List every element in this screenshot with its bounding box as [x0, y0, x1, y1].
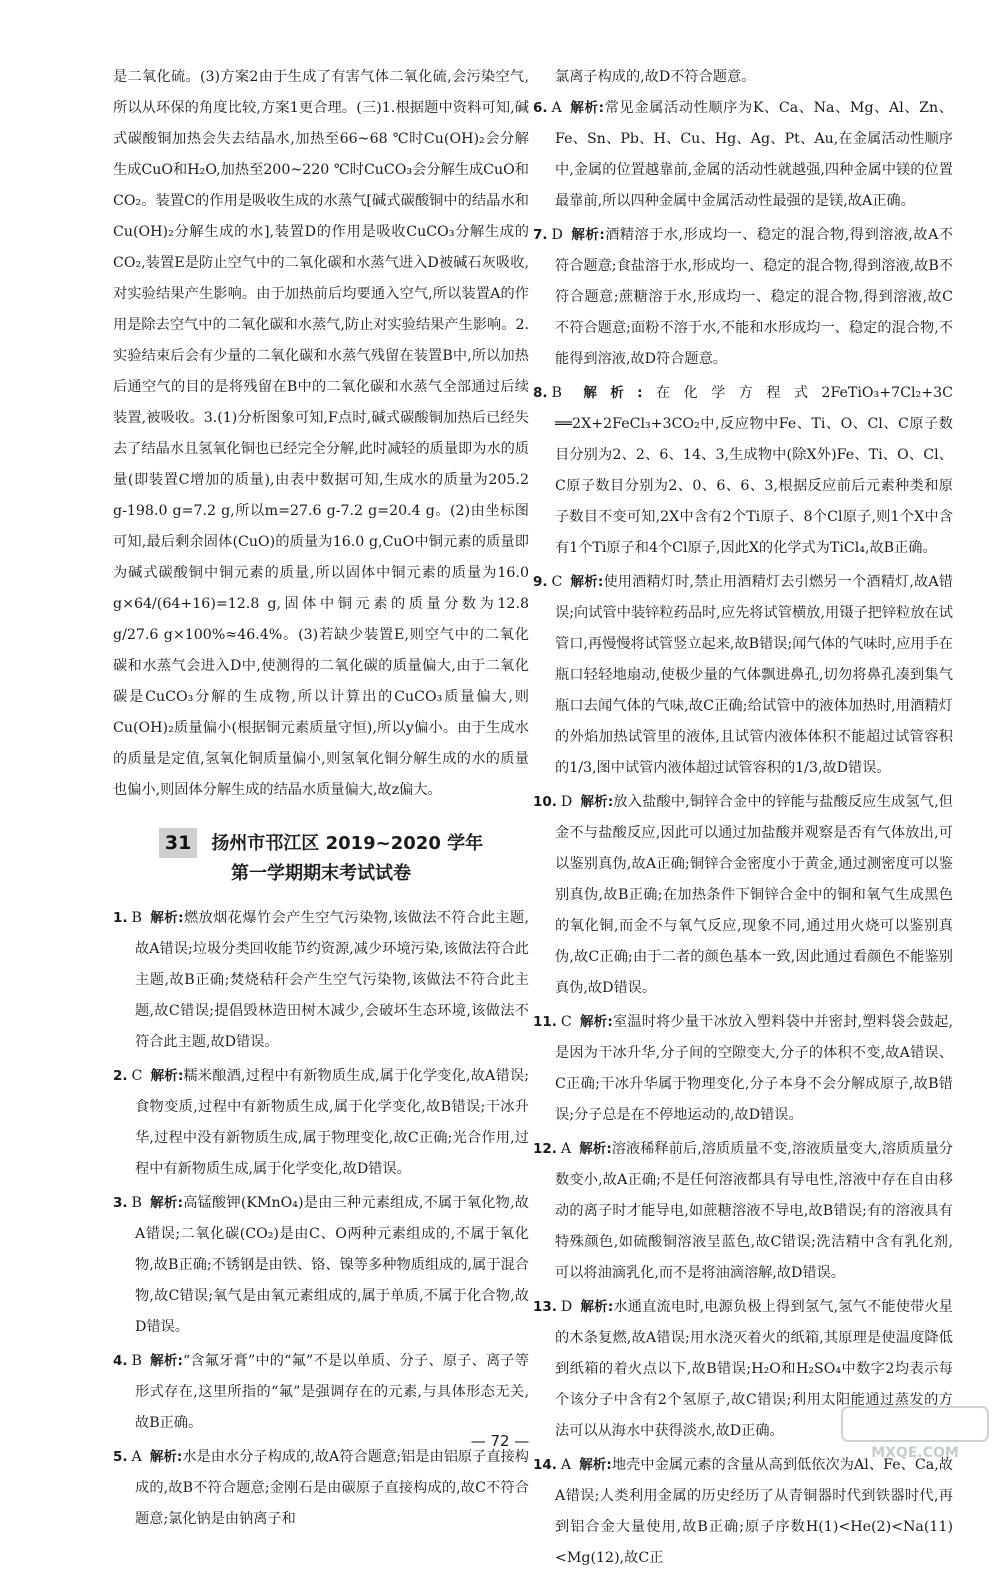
answer-item — [113, 1188, 529, 1343]
item-explanation: 放入盐酸中,铜锌合金中的锌能与盐酸反应生成氢气,但金不与盐酸反应,因此可以通过加盐酸并观察是否有气体放出,可以鉴别真伪,故A正确;铜锌合金密度小于黄金,通过测密度可以鉴别真伪,故B正确;在加热条件下铜锌合金中的铜和氧气生成黑色的氧化铜,而金不与氧气反应,现象不同,通过用火烧可以鉴别真伪,故C正确;由于二者的颜色基本一致,因此通过看颜色不能鉴别真伪,故D错误。 — [555, 794, 953, 996]
item-answer: C — [560, 1014, 572, 1030]
item-explanation: 燃放烟花爆竹会产生空气污染物,该做法不符合此主题,故A错误;垃圾分类回收能节约资源,减少环境污染,该做法符合此主题,故B正确;焚烧秸秆会产生空气污染物,该做法不符合此主题,故C错误;提倡毁林造田树木减少,会破坏生态环境,该做法不符合此主题,故D错误。 — [135, 910, 529, 1050]
watermark-logo — [840, 1405, 990, 1463]
intro-paragraph: 是二氧化硫。(3)方案2由于生成了有害气体二氧化硫,会污染空气,所以从环保的角度比较,方案1更合理。(三)1.根据题中资料可知,碱式碳酸铜加热会失去结晶水,加热至66~68 ℃时Cu(OH)₂会分解生成CuO和H₂O,加热至200~220 ℃时CuCO₃会分解生成CuO和CO₂。装置C的作用是吸收生成的水蒸气[碱式碳酸铜中的结晶水和Cu(OH)₂分解生成的水],装置D的作用是吸收CuCO₃分解生成的CO₂,装置E是防止空气中的二氧化碳和水蒸气进入D被碱石灰吸收,对实验结果产生影响。由于加热前后均要通入空气,所以装置A的作用是除去空气中的二氧化碳和水蒸气,防止对实验结果产生影响。2.实验结束后会有少量的二氧化碳和水蒸气残留在装置B中,所以加热后通空气的目的是将残留在B中的二氧化碳和水蒸气全部通过后续装置,被吸收。3.(1)分析图象可知,F点时,碱式碳酸铜加热后已经失去了结晶水且氢氧化铜也已经完全分解,此时减轻的质量即为水的质量(即装置C增加的质量),由表中数据可知,生成水的质量为205.2 g-198.0 g=7.2 g,所以m=27.6 g-7.2 g=20.4 g。(2)由坐标图可知,最后剩余固体(CuO)的质量为16.0 g,CuO中铜元素的质量即为碱式碳酸铜中铜元素的质量,所以固体中铜元素的质量为16.0 g×64/(64+16)=12.8 g,固体中铜元素的质量分数为12.8 g/27.6 g×100%≈46.4%。(3)若缺少装置E,则空气中的二氧化碳和水蒸气会进入D中,使测得的二氧化碳的质量偏大,由于二氧化碳是CuCO₃分解的生成物,所以计算出的CuCO₃质量偏大,则Cu(OH)₂质量偏小(根据铜元素质量守恒),所以y偏小。由于生成水的质量是定值,氢氧化铜质量偏小,则氢氧化铜分解生成的水的质量也偏小,则固体分解生成的结晶水质量偏大,故z偏大。 — [113, 69, 529, 798]
item-answer: A — [560, 1141, 572, 1157]
item-explanation: 常见金属活动性顺序为K、Ca、Na、Mg、Al、Zn、Fe、Sn、Pb、H、Cu、Hg、Ag、Pt、Au,在金属活动性顺序中,金属的位置越靠前,金属的活动性就越强,四种金属中镁的位置最靠前,所以四种金属中金属活动性最强的是镁,故A正确。 — [555, 100, 953, 209]
item-answer: D — [560, 1299, 573, 1315]
item-answer: A — [551, 100, 562, 116]
item-explanation: 在化学方程式2FeTiO₃+7Cl₂+3C ══2X+2FeCl₃+3CO₂中,反应物中Fe、Ti、O、Cl、C原子数目分别为2、2、6、14、3,生成物中(除X外)Fe、Ti、O、Cl、C原子数目分别为2、0、6、6、3,根据反应前后元素种类和原子数目不变可知,2X中含有2个Ti原子、8个Cl原子,则1个X中含有1个Ti原子和4个Cl原子,因此X的化学式为TiCl₄,故B正确。 — [555, 385, 953, 556]
item-answer: D — [560, 794, 573, 810]
item-number: 8. — [533, 385, 548, 401]
item-explanation: 溶液稀释前后,溶质质量不变,溶液质量变大,溶质质量分数变小,故A正确;不是任何溶液都具有导电性,溶液中存在自由移动的离子时才能导电,如蔗糖溶液不导电,故B错误;有的溶液具有特殊颜色,如硫酸铜溶液呈蓝色,故C错误;洗洁精中含有乳化剂,可以将油滴乳化,而不是将油滴溶解,故D错误。 — [555, 1141, 953, 1281]
answer-item — [113, 1061, 529, 1185]
section-title-line-1: 扬州市邗江区 2019~2020 学年 — [211, 833, 484, 854]
item-number: 3. — [113, 1195, 128, 1211]
answer-item — [113, 1346, 529, 1439]
answer-item — [533, 787, 953, 1004]
answer-item — [113, 1442, 529, 1535]
item-explanation: 地壳中金属元素的含量从高到低依次为Al、Fe、Ca,故A错误;人类利用金属的历史经历了从青铜器时代到铁器时代,再到铝合金大量使用,故B正确;原子序数H(1)<He(2)<Na(11)<Mg(12),故C正 — [555, 1457, 953, 1566]
item-analysis-label: 解析: — [150, 1068, 184, 1084]
item-analysis-label: 解析: — [580, 1299, 614, 1315]
item-number: 9. — [533, 574, 548, 590]
item-analysis-label: 解析: — [569, 100, 605, 116]
item-answer: A — [131, 1449, 142, 1465]
item-answer: C — [551, 574, 563, 590]
item-number: 11. — [533, 1014, 557, 1030]
carry-over-text: 氯离子构成的,故D不符合题意。 — [555, 69, 756, 85]
section-number-badge: 31 — [159, 828, 197, 858]
item-analysis-label: 解析: — [579, 1457, 612, 1473]
item-answer: B — [551, 385, 562, 401]
item-answer: A — [560, 1457, 572, 1473]
item-number: 6. — [533, 100, 548, 116]
right-column — [533, 62, 953, 1577]
item-answer: C — [131, 1068, 143, 1084]
item-analysis-label: 解析: — [149, 1353, 183, 1369]
item-explanation: 室温时将少量干冰放入塑料袋中并密封,塑料袋会鼓起,是因为干冰升华,分子间的空隙变大,分子的体积不变,故A错误、C正确;干冰升华属于物理变化,分子本身不会分解成原子,故B错误;分子总是在不停地运动的,故D错误。 — [555, 1014, 953, 1123]
item-number: 4. — [113, 1353, 128, 1369]
item-analysis-label: 解析: — [149, 910, 184, 926]
page-number: — 72 — — [470, 1432, 530, 1450]
item-explanation: “含氟牙膏”中的“氟”不是以单质、分子、原子、离子等形式存在,这里所指的“氟”是强调存在的元素,与具体形态无关,故B正确。 — [135, 1353, 530, 1431]
item-explanation: 糯米酿酒,过程中有新物质生成,属于化学变化,故A错误;食物变质,过程中有新物质生成,属于化学变化,故B错误;干冰升华,过程中没有新物质生成,属于物理变化,故C正确;光合作用,过程中有新物质生成,属于化学变化,故D错误。 — [135, 1068, 529, 1177]
item-number: 14. — [533, 1457, 557, 1473]
item-analysis-label: 解析: — [570, 227, 605, 243]
item-explanation: 高锰酸钾(KMnO₄)是由三种元素组成,不属于氧化物,故A错误;二氧化碳(CO₂)是由C、O两种元素组成的,不属于氧化物,故B正确;不锈钢是由铁、铬、镍等多种物质组成的,属于混合物,故C错误;氧气是由氧元素组成的,属于单质,不属于化合物,故D错误。 — [135, 1195, 529, 1335]
item-number: 5. — [113, 1449, 128, 1465]
section-title-line-2: 第一学期期末考试试卷 — [231, 863, 411, 884]
answer-item — [533, 567, 953, 784]
right-answer-list — [533, 93, 953, 1574]
item-explanation: 水是由水分子构成的,故A符合题意;铝是由铝原子直接构成的,故B不符合题意;金刚石是由碳原子直接构成的,故C不符合题意;氯化钠是由钠离子和 — [135, 1449, 529, 1527]
item-analysis-label: 解析: — [149, 1195, 184, 1211]
item-number: 1. — [113, 910, 128, 926]
answer-item — [533, 1450, 953, 1574]
watermark-text: MXQE.COM — [871, 1445, 959, 1461]
item-answer: B — [131, 1195, 142, 1211]
answer-item — [533, 378, 953, 564]
item-analysis-label: 解析: — [570, 574, 604, 590]
left-column — [113, 62, 529, 1538]
item-number: 2. — [113, 1068, 128, 1084]
answer-item — [113, 903, 529, 1058]
item-analysis-label: 解析: — [149, 1449, 183, 1465]
answer-item — [533, 220, 953, 375]
item-answer: B — [131, 910, 142, 926]
section-heading — [113, 828, 529, 889]
answer-item — [533, 93, 953, 217]
item-number: 7. — [533, 227, 548, 243]
item-number: 10. — [533, 794, 557, 810]
item-explanation: 水通直流电时,电源负极上得到氢气,氢气不能使带火星的木条复燃,故A错误;用水浇灭着火的纸箱,其原理是使温度降低到纸箱的着火点以下,故B错误;H₂O和H₂SO₄中数字2均表示每个该分子中含有2个氢原子,故C错误;利用太阳能通过蒸发的方法可以从海水中获得淡水,故D正确。 — [555, 1299, 953, 1439]
item-answer: B — [131, 1353, 142, 1369]
item-analysis-label: 解析: — [579, 1014, 613, 1030]
item-number: 12. — [533, 1141, 557, 1157]
item-explanation: 使用酒精灯时,禁止用酒精灯去引燃另一个酒精灯,故A错误;向试管中装锌粒药品时,应先将试管横放,用镊子把锌粒放在试管口,再慢慢将试管竖立起来,故B错误;闻气体的气味时,应用手在瓶口轻轻地扇动,使极少量的气体飘进鼻孔,切勿将鼻孔凑到集气瓶口去闻气体的气味,故C正确;给试管中的液体加热时,用酒精灯的外焰加热试管里的液体,且试管内液体体积不能超过试管容积的1/3,图中试管内液体超过试管容积的1/3,故D错误。 — [555, 574, 953, 776]
answer-item — [533, 1007, 953, 1131]
item-analysis-label: 解析: — [579, 1141, 612, 1157]
answer-item — [533, 1134, 953, 1289]
item-number: 13. — [533, 1299, 557, 1315]
item-analysis-label: 解析: — [569, 385, 643, 401]
item-explanation: 酒精溶于水,形成均一、稳定的混合物,得到溶液,故A不符合题意;食盐溶于水,形成均一、稳定的混合物,得到溶液,故B不符合题意;蔗糖溶于水,形成均一、稳定的混合物,得到溶液,故C不符合题意;面粉不溶于水,不能和水形成均一、稳定的混合物,不能得到溶液,故D符合题意。 — [555, 227, 953, 367]
item-answer: D — [551, 227, 563, 243]
item-analysis-label: 解析: — [580, 794, 614, 810]
